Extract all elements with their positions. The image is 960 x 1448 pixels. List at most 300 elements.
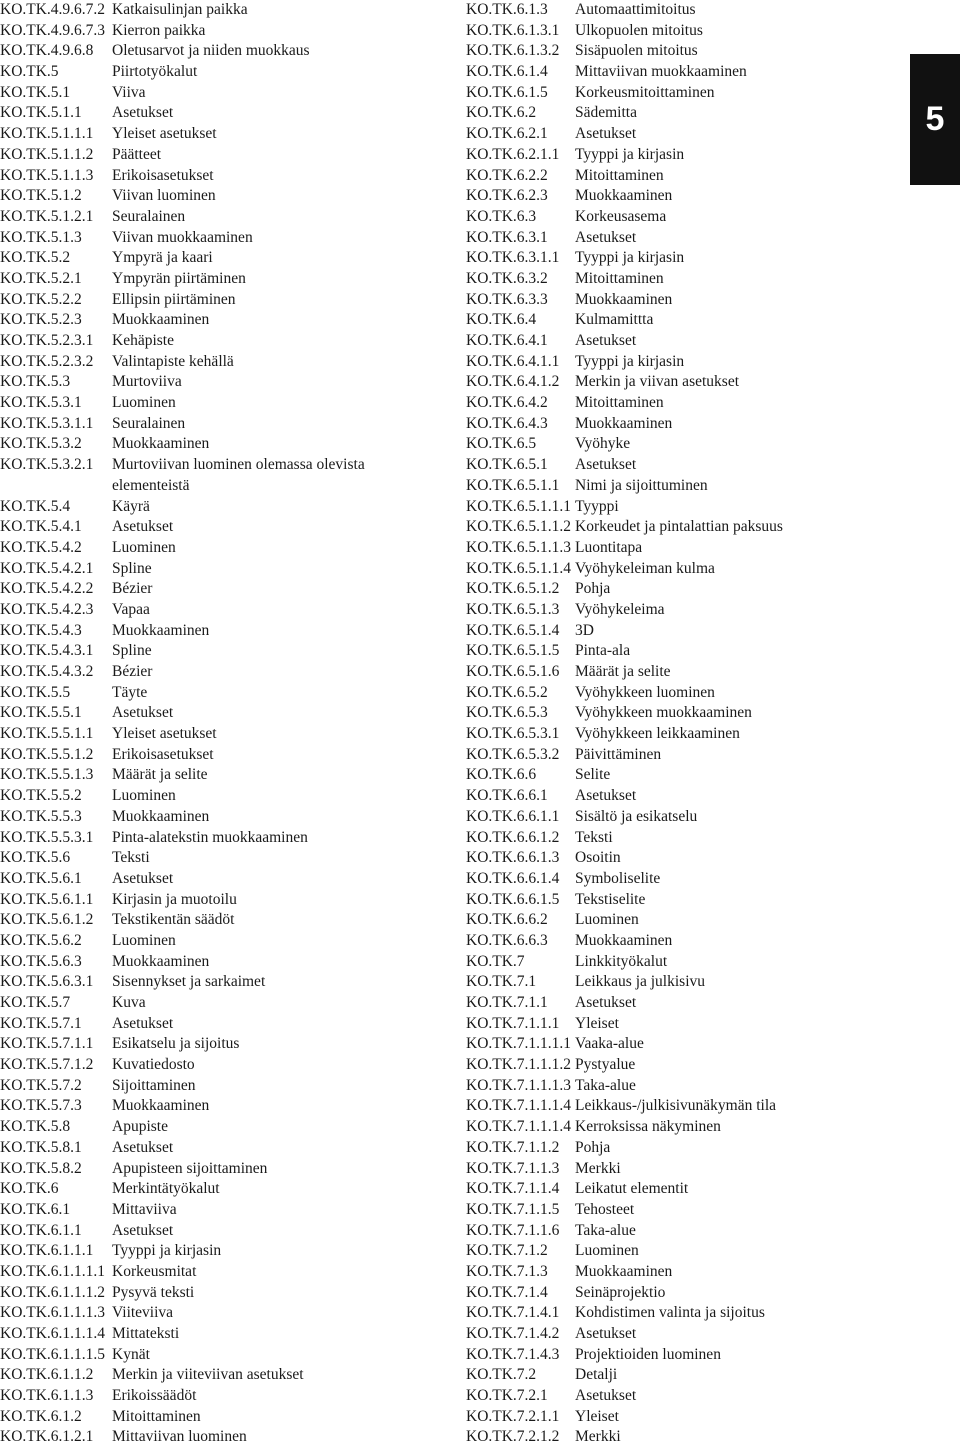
toc-entry-code: KO.TK.6.1.3 — [466, 1, 548, 18]
toc-entry-title: Katkaisulinjan paikka — [112, 1, 248, 18]
toc-entry-code: KO.TK.6.2.1.1 — [466, 145, 560, 163]
toc-entry — [466, 103, 906, 124]
toc-entry-code: KO.TK.6.2.1 — [466, 125, 548, 143]
toc-entry-code: KO.TK.6.1.5 — [466, 83, 548, 101]
toc-entry-code: KO.TK.7.1.4.3 — [466, 1345, 560, 1363]
toc-entry-code: KO.TK.6.4.2 — [466, 394, 548, 412]
toc-entry-title: Pysyvä teksti — [112, 1283, 195, 1301]
toc-entry-code: KO.TK.6.1.2.1 — [0, 1428, 94, 1446]
toc-entry-title: Korkeusasema — [575, 207, 667, 225]
toc-entry-code: KO.TK.7.1.1.3 — [466, 1159, 560, 1177]
toc-entry-code: KO.TK.7.1.4 — [466, 1283, 548, 1301]
toc-entry-code: KO.TK.6.5.1 — [466, 456, 548, 474]
toc-entry — [0, 1034, 430, 1055]
toc-entry-title: Spline — [112, 642, 152, 660]
toc-entry-code: KO.TK.6.1.1.1.5 — [0, 1345, 106, 1363]
toc-entry-code: KO.TK.5.4.2.3 — [0, 600, 94, 618]
toc-entry-code: KO.TK.6.4.1.2 — [466, 373, 560, 391]
toc-entry-title: Mittateksti — [112, 1325, 180, 1343]
toc-entry — [466, 248, 906, 269]
toc-entry — [0, 683, 430, 704]
toc-entry-title: Luominen — [112, 394, 176, 412]
toc-entry — [0, 0, 430, 21]
toc-entry-title: Sisäpuolen mitoitus — [575, 42, 698, 60]
toc-entry — [0, 497, 430, 518]
toc-entry-code: KO.TK.6.1.1.2 — [0, 1366, 94, 1384]
toc-entry-title: Teksti — [112, 849, 150, 867]
toc-entry-title: Asetukset — [575, 994, 637, 1011]
toc-entry-code: KO.TK.4.9.6.7.3 — [0, 21, 106, 39]
toc-entry-code: KO.TK.6.1 — [0, 1200, 71, 1218]
toc-entry — [466, 579, 906, 600]
toc-entry-code: KO.TK.5.5.1.2 — [0, 745, 94, 763]
toc-entry-title: Vyöhykkeen leikkaaminen — [575, 725, 740, 743]
toc-entry-title: Asetukset — [112, 869, 174, 887]
toc-entry — [0, 166, 430, 187]
toc-entry-code: KO.TK.5.8 — [0, 1118, 71, 1136]
toc-entry-code: KO.TK.6.5.1.3 — [466, 600, 560, 618]
toc-entry-title: Erikoisasetukset — [112, 166, 214, 184]
toc-entry-code: KO.TK.4.9.6.7.2 — [0, 1, 106, 18]
toc-entry — [466, 1262, 906, 1283]
toc-entry — [466, 848, 906, 869]
toc-entry — [466, 1283, 906, 1304]
toc-entry-code: KO.TK.6.6 — [466, 766, 537, 784]
toc-entry-title: Muokkaaminen — [112, 311, 210, 329]
toc-entry-code: KO.TK.7.1.1.1.4 — [466, 1097, 572, 1115]
toc-entry-code: KO.TK.7.2.1.1 — [466, 1407, 560, 1425]
toc-entry — [0, 290, 430, 311]
toc-entry-code: KO.TK.6.6.1 — [466, 787, 548, 805]
toc-entry — [0, 1138, 430, 1159]
toc-entry-code: KO.TK.7.1.4.2 — [466, 1325, 560, 1342]
toc-entry-code: KO.TK.5.1.2.1 — [0, 207, 94, 225]
toc-entry-code: KO.TK.5.1.1.3 — [0, 166, 94, 184]
toc-entry-code: KO.TK.5.4.2.1 — [0, 559, 94, 577]
toc-entry-code: KO.TK.5.2 — [0, 249, 71, 267]
toc-entry — [466, 641, 906, 662]
toc-entry-title: Yleiset asetukset — [112, 125, 217, 143]
toc-entry — [466, 372, 906, 393]
toc-entry-code: KO.TK.5.4.3.1 — [0, 642, 94, 660]
toc-entry-title: Mittaviivan luominen — [112, 1428, 247, 1446]
toc-entry-code: KO.TK.7.1.1.1.2 — [466, 1056, 572, 1074]
toc-entry — [0, 1407, 430, 1428]
toc-entry — [466, 1221, 906, 1242]
toc-entry — [466, 434, 906, 455]
toc-entry-title: Esikatselu ja sijoitus — [112, 1035, 240, 1053]
toc-entry — [0, 1324, 430, 1345]
toc-entry — [466, 1179, 906, 1200]
toc-entry-title: Asetukset — [112, 104, 174, 122]
toc-entry-code: KO.TK.7.1.1.6 — [466, 1221, 560, 1239]
toc-entry-code: KO.TK.6.5.1.1.4 — [466, 559, 572, 577]
toc-entry-title: Tekstiselite — [575, 890, 646, 908]
toc-entry-title: Nimi ja sijoittuminen — [575, 476, 708, 494]
toc-entry-title: Spline — [112, 559, 152, 577]
toc-entry — [0, 145, 430, 166]
toc-entry — [0, 1283, 430, 1304]
toc-entry — [466, 517, 906, 538]
toc-entry-code: KO.TK.6.6.1.5 — [466, 890, 560, 908]
toc-entry — [466, 393, 906, 414]
toc-entry — [466, 724, 906, 745]
toc-entry-title: Viivan muokkaaminen — [112, 228, 253, 246]
toc-entry-code: KO.TK.6.1.1.1 — [0, 1242, 94, 1260]
toc-entry — [466, 600, 906, 621]
toc-entry — [0, 641, 430, 662]
toc-entry-code: KO.TK.6.6.1.1 — [466, 807, 560, 825]
toc-entry-code: KO.TK.5.6.3 — [0, 952, 82, 970]
toc-entry-code: KO.TK.7.2 — [466, 1366, 537, 1384]
toc-entry-code: KO.TK.5.1.1.1 — [0, 125, 94, 143]
toc-entry — [466, 745, 906, 766]
toc-entry — [466, 1138, 906, 1159]
toc-entry-code: KO.TK.6.5.1.1.2 — [466, 518, 572, 536]
toc-entry-title: Muokkaaminen — [112, 621, 210, 639]
toc-entry-title: Ympyrä ja kaari — [112, 249, 213, 267]
toc-entry-code: KO.TK.6.2.2 — [466, 166, 548, 184]
toc-entry-code: KO.TK.5.3 — [0, 373, 71, 391]
toc-entry-title: Kuva — [112, 994, 146, 1012]
toc-entry-title: Kirjasin ja muotoilu — [112, 890, 237, 908]
toc-entry — [0, 1345, 430, 1366]
toc-entry — [466, 145, 906, 166]
toc-entry — [0, 579, 430, 600]
toc-entry — [466, 41, 906, 62]
toc-entry — [466, 1407, 906, 1428]
toc-entry — [0, 434, 430, 455]
toc-entry — [466, 621, 906, 642]
toc-entry — [466, 166, 906, 187]
toc-entry — [0, 393, 430, 414]
toc-entry — [466, 952, 906, 973]
toc-entry — [466, 993, 906, 1014]
toc-entry-title: Asetukset — [575, 332, 637, 349]
toc-entry — [466, 331, 906, 352]
toc-entry — [0, 559, 430, 580]
toc-entry — [466, 765, 906, 786]
toc-entry — [466, 352, 906, 373]
toc-entry-code: KO.TK.6.1.4 — [466, 63, 548, 81]
toc-entry — [0, 724, 430, 745]
toc-entry-title: Tyyppi ja kirjasin — [575, 249, 685, 267]
toc-entry-title: Korkeusmitoittaminen — [575, 83, 715, 101]
toc-entry-code: KO.TK.6.1.1 — [0, 1221, 82, 1239]
toc-entry — [0, 372, 430, 393]
toc-entry — [0, 103, 430, 124]
toc-entry-title: Oletusarvot ja niiden muokkaus — [112, 42, 310, 60]
toc-entry-title: Vyöhykkeen luominen — [575, 683, 715, 701]
toc-entry-title: Merkintätyökalut — [112, 1180, 220, 1198]
toc-entry-code: KO.TK.6.2 — [466, 104, 537, 122]
toc-entry-title: Seuralainen — [112, 414, 186, 432]
toc-entry-title: Asetukset — [112, 1138, 174, 1156]
toc-entry-code: KO.TK.7.1.1.4 — [466, 1180, 560, 1198]
toc-entry — [466, 455, 906, 476]
toc-entry-code: KO.TK.6.4.1.1 — [466, 352, 560, 370]
toc-entry-code: KO.TK.7.1.1.1.1 — [466, 1035, 572, 1053]
toc-entry-title: Asetukset — [112, 1014, 174, 1032]
toc-entry-title: Bézier — [112, 580, 153, 598]
toc-entry — [466, 1159, 906, 1180]
toc-entry-code: KO.TK.6 — [0, 1180, 59, 1198]
toc-entry-code: KO.TK.5.1.1 — [0, 104, 82, 122]
toc-entry-code: KO.TK.5.7.1.1 — [0, 1035, 94, 1053]
toc-entry-title: Pohja — [575, 1138, 611, 1156]
toc-entry — [466, 497, 906, 518]
toc-entry-code: KO.TK.6.1.1.1.1 — [0, 1262, 106, 1280]
toc-entry-code: KO.TK.5.5.1.1 — [0, 725, 94, 743]
toc-entry-code: KO.TK.5.4.3.2 — [0, 663, 94, 681]
toc-entry-code: KO.TK.6.6.3 — [466, 931, 548, 949]
toc-entry-code: KO.TK.6.6.2 — [466, 911, 548, 929]
toc-entry — [0, 414, 430, 435]
toc-entry-title: Kynät — [112, 1345, 150, 1363]
toc-entry-title: Pinta-alatekstin muokkaaminen — [112, 828, 308, 846]
toc-entry-code: KO.TK.7 — [466, 952, 525, 970]
toc-entry-code: KO.TK.6.4.1 — [466, 332, 548, 349]
toc-entry-code: KO.TK.6.5.3 — [466, 704, 548, 722]
toc-entry — [466, 1014, 906, 1035]
toc-entry-title: Määrät ja selite — [575, 663, 671, 680]
toc-entry — [466, 972, 906, 993]
toc-entry — [466, 1055, 906, 1076]
toc-entry — [466, 1386, 906, 1407]
toc-entry-code: KO.TK.5.7 — [0, 994, 71, 1012]
toc-entry-title: Muokkaaminen — [112, 1097, 210, 1115]
toc-entry-code: KO.TK.7.1.1.2 — [466, 1138, 560, 1156]
toc-entry-title: Yleiset — [575, 1407, 619, 1425]
toc-entry-code: KO.TK.5.3.2.1 — [0, 456, 94, 474]
toc-entry — [466, 290, 906, 311]
toc-entry-code: KO.TK.6.6.1.4 — [466, 869, 560, 887]
toc-entry-title: Sisennykset ja sarkaimet — [112, 973, 266, 991]
toc-entry-code: KO.TK.6.5.3.2 — [466, 745, 560, 763]
toc-entry — [466, 124, 906, 145]
toc-entry-code: KO.TK.6.3.2 — [466, 269, 548, 287]
toc-entry — [0, 745, 430, 766]
toc-entry — [466, 1365, 906, 1386]
toc-entry-title: Muokkaaminen — [575, 187, 673, 205]
toc-entry — [0, 662, 430, 683]
toc-entry — [0, 1221, 430, 1242]
toc-entry — [0, 124, 430, 145]
toc-entry-title: Mitoittaminen — [112, 1407, 201, 1425]
toc-entry-code: KO.TK.5.6.1 — [0, 869, 82, 887]
toc-entry — [466, 1117, 906, 1138]
toc-entry-code: KO.TK.5.2.2 — [0, 290, 82, 308]
toc-entry-title: Tehosteet — [575, 1200, 635, 1218]
toc-entry-title: Automaattimitoitus — [575, 1, 696, 18]
toc-entry-title: Detalji — [575, 1366, 618, 1384]
toc-entry — [466, 228, 906, 249]
toc-entry — [0, 869, 430, 890]
toc-entry-title: Muokkaaminen — [112, 952, 210, 970]
toc-entry-title: Murtoviivan luominen olemassa olevista elementeistä — [112, 456, 365, 494]
toc-entry-title: Muokkaaminen — [575, 931, 673, 949]
toc-entry — [0, 910, 430, 931]
toc-entry-title: Muokkaaminen — [575, 414, 673, 432]
toc-entry-code: KO.TK.7.1.2 — [466, 1242, 548, 1260]
toc-entry — [0, 331, 430, 352]
toc-entry — [0, 848, 430, 869]
toc-entry-code: KO.TK.5.5.1 — [0, 704, 82, 722]
toc-entry-title: Asetukset — [575, 228, 637, 246]
toc-entry-title: Kuvatiedosto — [112, 1056, 195, 1074]
toc-entry — [0, 890, 430, 911]
toc-entry-code: KO.TK.5.5.1.3 — [0, 766, 94, 784]
toc-entry — [0, 1262, 430, 1283]
toc-entry-code: KO.TK.5.5.3 — [0, 807, 82, 825]
toc-entry-code: KO.TK.5 — [0, 63, 59, 81]
toc-entry-code: KO.TK.6.1.1.1.4 — [0, 1325, 106, 1343]
toc-entry-title: Pystyalue — [575, 1056, 636, 1074]
toc-entry-title: Seinäprojektio — [575, 1283, 666, 1301]
toc-entry-code: KO.TK.7.1.1.1.3 — [466, 1076, 572, 1094]
toc-entry-title: Luontitapa — [575, 538, 643, 556]
toc-entry-code: KO.TK.5.2.3.2 — [0, 352, 94, 370]
toc-entry-code: KO.TK.5.4.2.2 — [0, 580, 94, 598]
toc-entry — [466, 828, 906, 849]
toc-entry-title: Piirtotyökalut — [112, 63, 198, 81]
toc-entry-code: KO.TK.5.5 — [0, 683, 71, 701]
toc-entry-code: KO.TK.5.6.1.1 — [0, 890, 94, 908]
toc-entry — [466, 869, 906, 890]
toc-entry-title: Luominen — [112, 931, 176, 949]
toc-entry-title: Yleiset — [575, 1014, 619, 1032]
toc-entry — [0, 1055, 430, 1076]
toc-entry-code: KO.TK.6.4.3 — [466, 414, 548, 432]
toc-entry-title: Päivittäminen — [575, 745, 662, 763]
toc-entry-title: Muokkaaminen — [575, 290, 673, 308]
toc-entry-title: Apupiste — [112, 1118, 168, 1136]
toc-entry-title: Tyyppi — [575, 497, 619, 515]
toc-entry-title: Kehäpiste — [112, 332, 174, 349]
toc-entry — [466, 1241, 906, 1262]
toc-entry — [0, 1241, 430, 1262]
toc-entry-title: Symboliselite — [575, 869, 661, 887]
toc-entry — [466, 186, 906, 207]
toc-entry — [466, 1303, 906, 1324]
toc-entry-code: KO.TK.5.7.3 — [0, 1097, 82, 1115]
toc-entry-title: Asetukset — [575, 456, 637, 474]
toc-entry-title: Viiva — [112, 83, 146, 101]
toc-entry-title: Mittaviiva — [112, 1200, 177, 1218]
toc-entry-title: Pinta-ala — [575, 642, 631, 660]
toc-entry-code: KO.TK.6.3.1 — [466, 228, 548, 246]
toc-entry-code: KO.TK.7.2.1.2 — [466, 1428, 560, 1446]
toc-entry-title: Päätteet — [112, 145, 162, 163]
toc-entry-code: KO.TK.6.2.3 — [466, 187, 548, 205]
toc-entry-code: KO.TK.7.1.1.5 — [466, 1200, 560, 1218]
toc-entry-title: Leikkaus-/julkisivunäkymän tila — [575, 1097, 777, 1115]
toc-entry-code: KO.TK.5.2.3.1 — [0, 332, 94, 349]
toc-entry-title: Korkeudet ja pintalattian paksuus — [575, 518, 783, 536]
toc-entry-title: Murtoviiva — [112, 373, 182, 391]
toc-entry-code: KO.TK.5.4.2 — [0, 538, 82, 556]
toc-entry-title: Vapaa — [112, 600, 150, 618]
toc-entry — [466, 807, 906, 828]
toc-entry-code: KO.TK.5.7.1.2 — [0, 1056, 94, 1074]
toc-entry — [0, 972, 430, 993]
toc-entry — [466, 21, 906, 42]
toc-entry-title: Vyöhykeleiman kulma — [575, 559, 715, 577]
toc-entry-title: Yleiset asetukset — [112, 725, 217, 743]
toc-entry-code: KO.TK.6.4 — [466, 311, 537, 329]
toc-entry-code: KO.TK.5.4.3 — [0, 621, 82, 639]
toc-entry-title: Viivan luominen — [112, 187, 216, 205]
toc-entry-title: Mitoittaminen — [575, 166, 664, 184]
toc-entry-title: Ympyrän piirtäminen — [112, 269, 246, 287]
toc-entry-code: KO.TK.6.5.1.5 — [466, 642, 560, 660]
toc-entry-code: KO.TK.7.1.1.1 — [466, 1014, 560, 1032]
toc-entry-title: Osoitin — [575, 849, 621, 867]
toc-entry-title: Täyte — [112, 683, 148, 701]
toc-entry — [0, 993, 430, 1014]
toc-entry-title: Linkkityökalut — [575, 952, 668, 970]
toc-entry-title: Taka-alue — [575, 1221, 636, 1239]
toc-entry — [0, 62, 430, 83]
toc-column-right — [466, 0, 906, 1448]
toc-entry-code: KO.TK.5.6 — [0, 849, 71, 867]
toc-entry — [0, 1365, 430, 1386]
toc-entry-title: Kohdistimen valinta ja sijoitus — [575, 1304, 765, 1322]
toc-entry — [0, 765, 430, 786]
toc-entry — [466, 910, 906, 931]
toc-entry — [466, 476, 906, 497]
toc-entry-code: KO.TK.5.8.2 — [0, 1159, 82, 1177]
toc-entry — [0, 517, 430, 538]
toc-entry-title: Kerroksissa näkyminen — [575, 1118, 721, 1136]
toc-entry-code: KO.TK.6.1.2 — [0, 1407, 82, 1425]
toc-entry-title: Mitoittaminen — [575, 394, 664, 412]
toc-entry — [0, 600, 430, 621]
toc-entry-code: KO.TK.5.1 — [0, 83, 71, 101]
toc-entry-title: Luominen — [112, 787, 176, 805]
toc-entry-code: KO.TK.7.1.1 — [466, 994, 548, 1011]
toc-entry-code: KO.TK.5.3.2 — [0, 435, 82, 453]
toc-entry-title: Tyyppi ja kirjasin — [112, 1242, 222, 1260]
toc-entry — [0, 248, 430, 269]
toc-entry-title: Korkeusmitat — [112, 1262, 197, 1280]
toc-entry — [0, 310, 430, 331]
toc-entry-code: KO.TK.5.4 — [0, 497, 71, 515]
toc-entry — [0, 455, 430, 496]
toc-entry-title: Asetukset — [112, 704, 174, 722]
toc-entry-code: KO.TK.6.5.1.1 — [466, 476, 560, 494]
toc-entry-code: KO.TK.5.7.2 — [0, 1076, 82, 1094]
toc-entry-code: KO.TK.7.1.4.1 — [466, 1304, 560, 1322]
toc-entry-title: Asetukset — [112, 518, 174, 536]
toc-entry — [466, 703, 906, 724]
toc-entry-code: KO.TK.5.2.3 — [0, 311, 82, 329]
toc-entry-code: KO.TK.6.1.3.2 — [466, 42, 560, 60]
toc-entry-code: KO.TK.5.3.1.1 — [0, 414, 94, 432]
toc-entry-title: Tyyppi ja kirjasin — [575, 352, 685, 370]
toc-entry — [466, 890, 906, 911]
toc-entry-title: Seuralainen — [112, 207, 186, 225]
toc-entry — [0, 228, 430, 249]
toc-entry-title: Asetukset — [112, 1221, 174, 1239]
toc-entry-title: Bézier — [112, 663, 153, 681]
toc-entry-code: KO.TK.5.6.2 — [0, 931, 82, 949]
toc-entry-code: KO.TK.6.5.1.1.1 — [466, 497, 572, 515]
toc-entry-title: Vaaka-alue — [575, 1035, 644, 1053]
toc-entry — [0, 352, 430, 373]
toc-entry — [0, 41, 430, 62]
toc-entry — [466, 1427, 906, 1448]
